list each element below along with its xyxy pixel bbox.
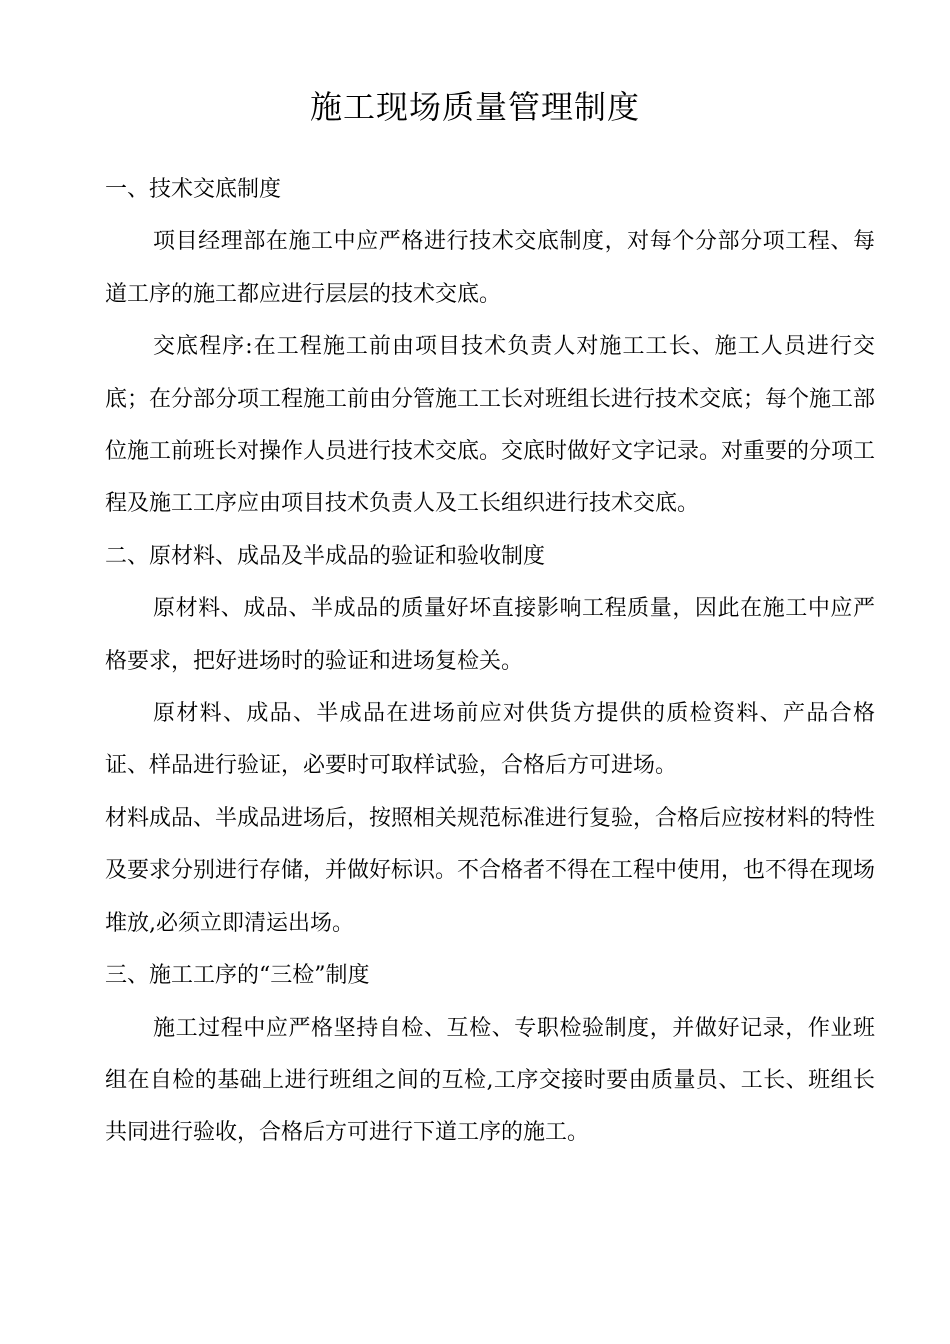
section-heading: 一、技术交底制度: [105, 177, 282, 202]
paragraph: 项目经理部在施工中应严格进行技术交底制度，对每个分部分项工程、每道工序的施工都应进行层层的技术交底。: [105, 229, 875, 307]
paragraph: 材料成品、半成品进场后，按照相关规范标准进行复验，合格后应按材料的特性及要求分别进行存储，并做好标识。不合格者不得在工程中使用，也不得在现场堆放,必须立即清运出场。: [105, 805, 876, 936]
section-heading: 二、原材料、成品及半成品的验证和验收制度: [105, 543, 546, 569]
paragraph: 交底程序:在工程施工前由项目技术负责人对施工工长、施工人员进行交底；在分部分项工程施工前由分管施工工长对班组长进行技术交底；每个施工部位施工前班长对操作人员进行技术交底。交底时做好文字记录。对重要的分项工程及施工工序应由项目技术负责人及工长组织进行技术交底。: [105, 334, 876, 517]
paragraph: 原材料、成品、半成品的质量好坏直接影响工程质量，因此在施工中应严格要求，把好进场时的验证和进场复检关。: [105, 596, 875, 674]
document-title: 施工现场质量管理制度: [309, 88, 640, 126]
section-heading: 三、施工工序的“三检”制度: [105, 963, 370, 989]
section-material-inspection: [105, 531, 875, 950]
paragraph: 施工过程中应严格坚持自检、互检、专职检验制度，并做好记录，作业班组在自检的基础上进行班组之间的互检,工序交接时要由质量员、工长、班组长共同进行验收，合格后方可进行下道工序的施工。: [105, 1015, 875, 1146]
section-technical-briefing: [105, 164, 875, 531]
document-body: [105, 164, 875, 1160]
section-three-inspections: [105, 950, 875, 1160]
paragraph: 原材料、成品、半成品在进场前应对供货方提供的质检资料、产品合格证、样品进行验证，必要时可取样试验，合格后方可进场。: [105, 701, 875, 779]
